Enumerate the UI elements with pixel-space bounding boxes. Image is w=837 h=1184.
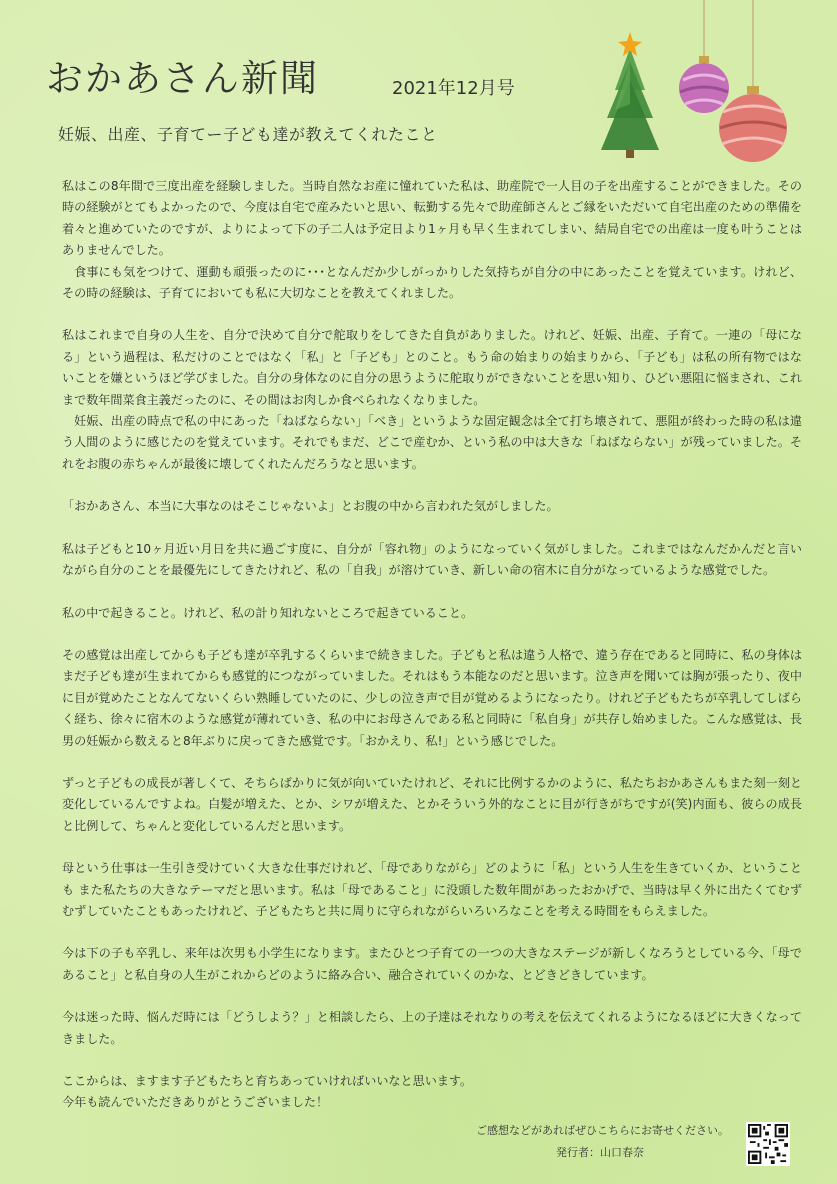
christmas-decoration [595, 0, 795, 170]
newsletter-title: おかあさん新聞 [46, 57, 319, 100]
publisher: 発行者：山口春奈 [556, 1146, 644, 1159]
paragraph: 今年も読んでいただきありがとうございました！ [62, 1095, 329, 1110]
paragraph: 「おかあさん、本当に大事なのはそこじゃないよ」とお腹の中から言われた気がしました。 [62, 499, 559, 514]
feedback-note: ご感想などがあればぜひこちらにお寄せください。 [476, 1124, 729, 1137]
purple-ornament-icon [679, 56, 729, 113]
paragraph: 母という仕事は一生引き受けていく大きな仕事だけれど、「母でありながら」どのように「私」という人生を生きていくか、ということも また私たちの大きなテーマだと思います。私は「母であること」に没頭した数年間があったおかげで、当時は早く外に出たくてむずむずしていたこともあったけれど、子どもたちと共に周りに守られながらいろいろなことを考える時間をもらえました。 [62, 861, 802, 918]
newsletter-subtitle: 妊娠、出産、子育てー子ども達が教えてくれたこと [58, 125, 438, 144]
issue-date: 2021年12月号 [392, 78, 515, 99]
paragraph: 今は迷った時、悩んだ時には「どうしよう？」と相談したら、上の子達はそれなりの考えを伝えてくれるようになるほどに大きくなってきました。 [62, 1010, 802, 1046]
paragraph: 食事にも気をつけて、運動も頑張ったのに･･･となんだか少しがっかりした気持ちが自分の中にあったことを覚えています。けれど、その時の経験は、子育てにおいても私に大切なことを教えてくれました。 [62, 264, 802, 301]
paragraph: 今は下の子も卒乳し、来年は次男も小学生になります。またひとつ子育ての一つの大きなステージが新しくなろうとしている今、「母であること」と私自身の人生がこれからどのように絡み合い、融合されていくのかな、とどきどきしています。 [62, 946, 802, 982]
red-ornament-icon [719, 86, 787, 162]
qr-code-icon[interactable] [746, 1122, 790, 1166]
paragraph: 妊娠、出産の時点で私の中にあった「ねばならない」「べき」というような固定観念は全て打ち壊されて、悪阻が終わった時の私は違う人間のように感じたのを覚えています。それでもまだ、どこで産むか、という私の中は大きな「ねばならない」が残っていました。それをお腹の赤ちゃんが最後に壊してくれたんだろうなと思います。 [62, 414, 802, 471]
paragraph: その感覚は出産してからも子ども達が卒乳するくらいまで続きました。子どもと私は違う人格で、違う存在であると同時に、私の身体はまだ子ども達が生まれてからも感覚的につながっていました。それはもう本能なのだと思います。泣き声を聞いては胸が張ったり、夜中に目が覚めたことなんてないくらい熟睡していたのに、少しの泣き声で目が覚めるようになったり。けれど子どもたちが卒乳してしばらく経ち、徐々に宿木のような感覚が薄れていき、私の中にお母さんである私と同時に「私自身」が共存し始めました。こんな感覚は、長男の妊娠から数えると8年ぶりに戻ってきた感覚です。「おかえり、私!」という感じでした。 [62, 647, 802, 748]
paragraph: ずっと子どもの成長が著しくて、そちらばかりに気が向いていたけれど、それに比例するかのように、私たちおかあさんもまた刻一刻と変化しているんですよね。白髪が増えた、とか、シワが増えた、とかそういう外的なことに目が行きがちですが(笑)内面も、彼らの成長と比例して、ちゃんと変化しているんだと思います。 [62, 775, 802, 833]
paragraph: 私はこの8年間で三度出産を経験しました。当時自然なお産に憧れていた私は、助産院で一人目の子を出産することができました。その時の経験がとてもよかったので、今度は自宅で産みたいと思い、転勤する先々で助産師さんとご縁をいただいて自宅出産のための準備を着々と進めていたのですが、よりによって下の子二人は予定日より1ヶ月も早く生まれてしまい、結局自宅での出産は一度も叶うことはありませんでした。 [62, 179, 802, 258]
paragraph: 私は子どもと10ヶ月近い月日を共に過ごす度に、自分が「容れ物」のようになっていく気がしました。これまではなんだかんだと言いながら自分のことを最優先にしてきたけれど、私の「自我」が溶けていき、新しい命の宿木に自分がなっているような感覚でした。 [62, 541, 802, 578]
paragraph: 私はこれまで自身の人生を、自分で決めて自分で舵取りをしてきた自負がありました。けれど、妊娠、出産、子育て。一連の「母になる」という過程は、私だけのことではなく「私」と「子ども」とのこと。もう命の始まりの始まりから、「子ども」は私の所有物ではないことを嫌というほど学びました。自分の身体なのに自分の思うように舵取りができないことを思い知り、ひどい悪阻に悩まされ、これまで数年間菜食主義だったのに、その間はお肉しか食べられなくなりました。 [62, 328, 802, 407]
christmas-tree-icon [601, 48, 659, 158]
paragraph: ここからは、ますます子どもたちと育ちあっていければいいなと思います。 [62, 1074, 473, 1088]
paragraph: 私の中で起きること。けれど、私の計り知れないところで起きていること。 [62, 605, 474, 620]
article-body [62, 176, 802, 1114]
